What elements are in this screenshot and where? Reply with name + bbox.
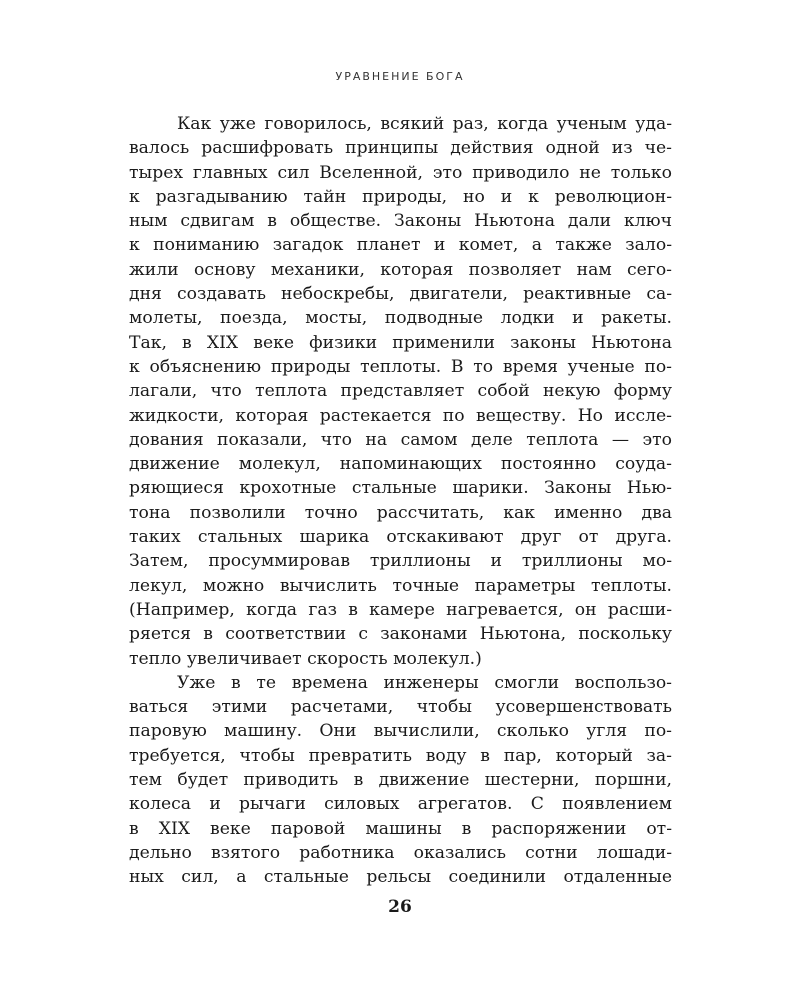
- text-line: дельно взятого работника оказались сотни лошади-: [129, 842, 672, 863]
- text-line: к разгадыванию тайн природы, но и к революцион-: [129, 186, 672, 207]
- text-line: паровую машину. Они вычислили, сколько угля по-: [129, 721, 672, 742]
- text-line: ваться этими расчетами, чтобы усовершенствовать: [129, 697, 672, 718]
- text-line: таких стальных шарика отскакивают друг от друга.: [129, 527, 672, 548]
- text-line: движение молекул, напоминающих постоянно соуда-: [129, 454, 672, 475]
- text-line: лекул, можно вычислить точные параметры теплоты.: [129, 575, 672, 596]
- text-line: ным сдвигам в обществе. Законы Ньютона дали ключ: [129, 211, 672, 232]
- text-line: лагали, что теплота представляет собой некую форму: [129, 381, 672, 402]
- text-line: колеса и рычаги силовых агрегатов. С появлением: [129, 794, 672, 815]
- text-line: валось расшифровать принципы действия одной из че-: [129, 138, 672, 159]
- text-line: Уже в те времена инженеры смогли воспользо-: [177, 672, 672, 693]
- text-line: в XIX веке паровой машины в распоряжении от-: [129, 818, 672, 839]
- text-line: ряется в соответствии с законами Ньютона, поскольку: [129, 624, 672, 645]
- text-line: Как уже говорилось, всякий раз, когда ученым уда-: [177, 114, 672, 134]
- body-text: [129, 112, 672, 890]
- text-line: тем будет приводить в движение шестерни, поршни,: [129, 770, 672, 791]
- text-line: к пониманию загадок планет и комет, а также зало-: [129, 235, 672, 256]
- text-line: требуется, чтобы превратить воду в пар, который за-: [129, 745, 672, 766]
- text-line: к объяснению природы теплоты. В то время ученые по-: [129, 356, 672, 377]
- text-line: дования показали, что на самом деле теплота — это: [129, 429, 672, 450]
- text-line: тепло увеличивает скорость молекул.): [129, 648, 482, 669]
- text-line: дня создавать небоскребы, двигатели, реактивные са-: [129, 284, 672, 305]
- running-head: УРАВНЕНИЕ БОГА: [335, 70, 465, 83]
- text-line: жили основу механики, которая позволяет нам сего-: [129, 259, 672, 280]
- text-line: тырех главных сил Вселенной, это приводило не только: [129, 162, 672, 183]
- text-line: молеты, поезда, мосты, подводные лодки и ракеты.: [129, 308, 672, 329]
- text-line: ряющиеся крохотные стальные шарики. Законы Нью-: [129, 478, 672, 499]
- text-line: тона позволили точно рассчитать, как именно два: [129, 502, 672, 523]
- text-line: (Например, когда газ в камере нагревается, он расши-: [129, 599, 672, 620]
- text-line: ных сил, а стальные рельсы соединили отдаленные: [129, 867, 672, 888]
- page-number: 26: [388, 897, 412, 917]
- text-line: Затем, просуммировав триллионы и триллионы мо-: [129, 551, 672, 572]
- text-line: Так, в XIX веке физики применили законы Ньютона: [129, 332, 672, 353]
- text-line: жидкости, которая растекается по веществу. Но иссле-: [129, 405, 672, 426]
